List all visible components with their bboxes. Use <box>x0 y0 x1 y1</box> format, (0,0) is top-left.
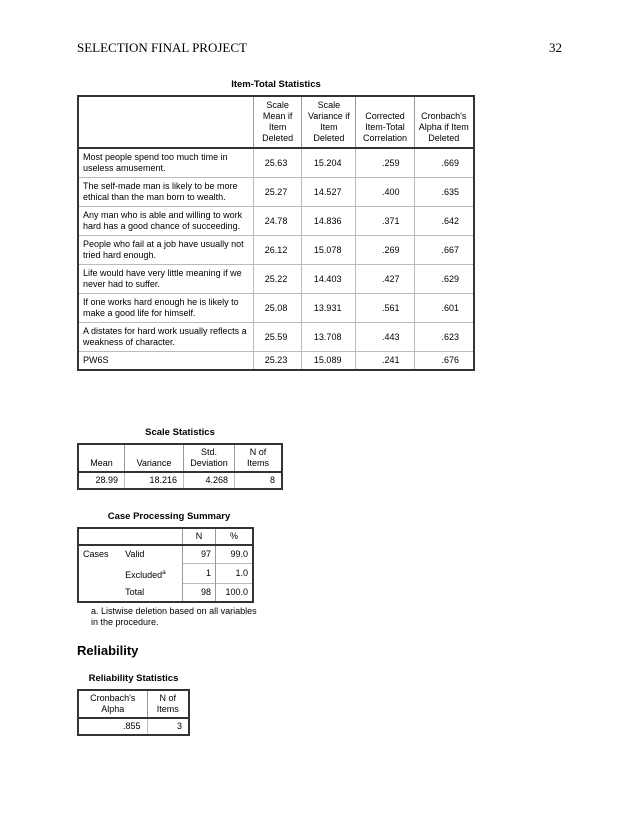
table-footnote: a. Listwise deletion based on all variables in the procedure. <box>91 606 257 627</box>
column-header: N of Items <box>235 444 283 472</box>
table-row <box>78 545 253 564</box>
table-row <box>78 718 189 735</box>
scale-statistics-title: Scale Statistics <box>145 427 215 438</box>
percent-cell: 100.0 <box>216 584 254 603</box>
table-row <box>78 352 474 371</box>
label-column-header <box>121 528 182 545</box>
table-header-row <box>78 96 474 148</box>
scale-variance-cell: 15.078 <box>302 236 356 265</box>
scale-mean-cell: 25.08 <box>254 294 302 323</box>
table-header-row <box>78 528 253 545</box>
scale-variance-cell: 14.527 <box>302 178 356 207</box>
alpha-cell: .676 <box>414 352 474 371</box>
alpha-cell: .635 <box>414 178 474 207</box>
case-processing-summary <box>77 511 261 628</box>
alpha-cell: .623 <box>414 323 474 352</box>
correlation-cell: .427 <box>356 265 414 294</box>
n-cell: 1 <box>183 564 216 584</box>
group-column-header <box>78 528 121 545</box>
alpha-cell: .669 <box>414 148 474 178</box>
scale-mean-cell: 26.12 <box>254 236 302 265</box>
item-label: If one works hard enough he is likely to make a good life for himself. <box>78 294 254 323</box>
percent-cell: 99.0 <box>216 545 254 564</box>
case-summary-table <box>77 527 254 603</box>
table-header-row <box>78 690 189 718</box>
running-head-title: SELECTION FINAL PROJECT <box>77 40 247 55</box>
item-total-table <box>77 95 475 371</box>
column-header: Corrected Item-Total Correlation <box>356 96 414 148</box>
item-label: The self-made man is likely to be more ethical than the man born to wealth. <box>78 178 254 207</box>
alpha-cell: .601 <box>414 294 474 323</box>
table-row <box>78 323 474 352</box>
row-label: Valid <box>125 549 145 560</box>
column-header: Std. Deviation <box>184 444 235 472</box>
scale-statistics <box>77 427 283 490</box>
scale-variance-cell: 14.836 <box>302 207 356 236</box>
correlation-cell: .241 <box>356 352 414 371</box>
table-header-row <box>78 444 282 472</box>
scale-variance-cell: 15.204 <box>302 148 356 178</box>
item-label: A distates for hard work usually reflects a weakness of character. <box>78 323 254 352</box>
scale-mean-cell: 25.23 <box>254 352 302 371</box>
variance-cell: 18.216 <box>125 472 184 489</box>
std-deviation-cell: 4.268 <box>184 472 235 489</box>
group-label: Cases <box>83 549 109 560</box>
table-row <box>78 294 474 323</box>
table-row <box>78 564 253 584</box>
reliability-statistics-title: Reliability Statistics <box>88 673 179 684</box>
alpha-cell: .629 <box>414 265 474 294</box>
table-row <box>78 472 282 489</box>
n-items-cell: 3 <box>147 718 189 735</box>
scale-mean-cell: 25.63 <box>254 148 302 178</box>
item-total-title: Item-Total Statistics <box>231 79 321 90</box>
correlation-cell: .561 <box>356 294 414 323</box>
correlation-cell: .259 <box>356 148 414 178</box>
item-label: Any man who is able and willing to work hard has a good chance of succeeding. <box>78 207 254 236</box>
correlation-cell: .443 <box>356 323 414 352</box>
correlation-cell: .269 <box>356 236 414 265</box>
reliability-statistics <box>77 673 190 736</box>
table-row <box>78 207 474 236</box>
case-summary-title: Case Processing Summary <box>107 511 231 522</box>
row-label-text: Excluded <box>125 569 163 580</box>
scale-variance-cell: 14.403 <box>302 265 356 294</box>
scale-variance-cell: 13.931 <box>302 294 356 323</box>
table-row <box>78 178 474 207</box>
percent-cell: 1.0 <box>216 564 254 584</box>
section-heading: Reliability <box>77 643 139 658</box>
scale-variance-cell: 15.089 <box>302 352 356 371</box>
table-row <box>78 265 474 294</box>
alpha-cell: .855 <box>123 721 141 731</box>
column-header: N <box>183 528 216 545</box>
page-number: 32 <box>549 40 562 55</box>
alpha-cell: .667 <box>414 236 474 265</box>
scale-mean-cell: 25.59 <box>254 323 302 352</box>
n-cell: 98 <box>183 584 216 603</box>
scale-mean-cell: 25.22 <box>254 265 302 294</box>
footnote-marker: a <box>162 568 166 576</box>
column-header: % <box>216 528 254 545</box>
item-label: PW6S <box>78 352 254 371</box>
group-label-empty <box>78 584 121 603</box>
column-header: Cronbach's Alpha if Item Deleted <box>414 96 474 148</box>
row-label <box>121 564 182 584</box>
n-items-cell: 8 <box>235 472 283 489</box>
column-header: Variance <box>125 444 184 472</box>
item-label: People who fail at a job have usually not tried hard enough. <box>78 236 254 265</box>
scale-statistics-table <box>77 443 283 490</box>
reliability-statistics-table <box>77 689 190 736</box>
column-header: N of Items <box>147 690 189 718</box>
scale-mean-cell: 25.27 <box>254 178 302 207</box>
n-cell: 97 <box>183 545 216 564</box>
mean-cell: 28.99 <box>95 475 119 485</box>
scale-mean-cell: 24.78 <box>254 207 302 236</box>
running-head <box>77 40 562 56</box>
row-label: Total <box>125 586 145 597</box>
item-total-statistics <box>77 79 475 371</box>
group-label-empty <box>78 564 121 584</box>
correlation-cell: .371 <box>356 207 414 236</box>
correlation-cell: .400 <box>356 178 414 207</box>
table-row <box>78 148 474 178</box>
column-header: Cronbach's Alpha <box>78 690 147 718</box>
table-row <box>78 584 253 603</box>
item-label: Life would have very little meaning if we never had to suffer. <box>78 265 254 294</box>
item-label: Most people spend too much time in useless amusement. <box>83 152 228 173</box>
item-column-header <box>78 96 254 148</box>
column-header: Scale Variance if Item Deleted <box>302 96 356 148</box>
column-header: Scale Mean if Item Deleted <box>254 96 302 148</box>
column-header: Mean <box>78 444 125 472</box>
scale-variance-cell: 13.708 <box>302 323 356 352</box>
alpha-cell: .642 <box>414 207 474 236</box>
table-row <box>78 236 474 265</box>
